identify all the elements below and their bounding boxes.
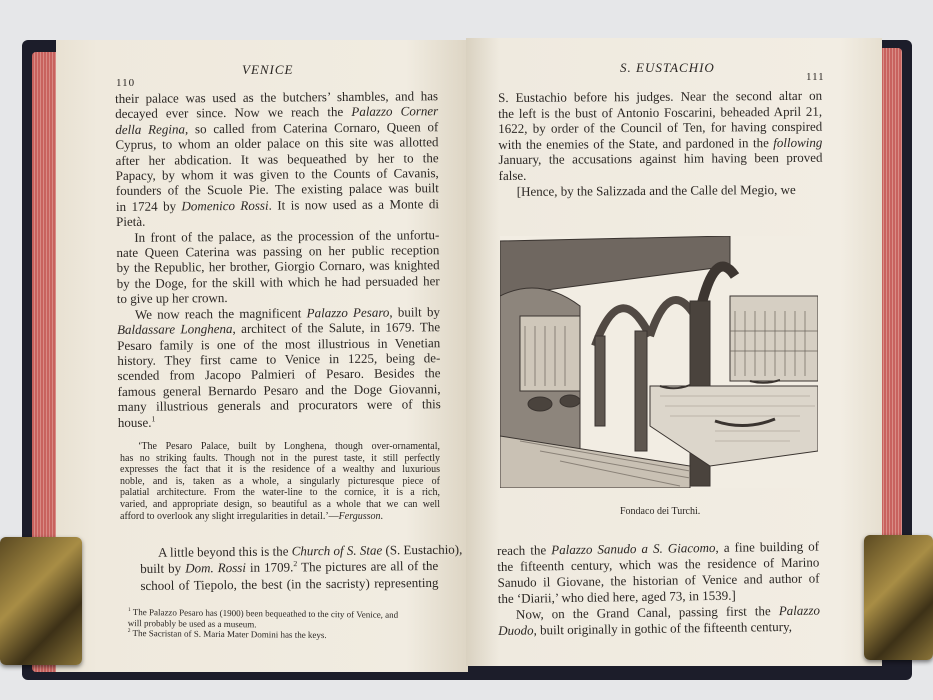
text-segment: We now reach the magnificent: [134, 305, 307, 322]
text-segment: the fifteenth century, which was the residence of Marino: [497, 554, 820, 574]
left-quotation: [120, 441, 440, 522]
text-segment: Baldassare Longhena: [117, 321, 233, 338]
left-footnotes: [128, 607, 438, 642]
text-segment: Palazzo Sanudo a S. Giacomo: [551, 539, 716, 558]
text-line: [498, 150, 822, 168]
text-segment: S. Eustachio before his judges. Near the second altar on: [498, 87, 823, 105]
illustration-caption: Fondaco dei Turchi.: [620, 506, 701, 517]
text-segment: Pesaro family is one of the most illustrious in Venetian: [117, 334, 441, 353]
text-segment: built by: [140, 560, 186, 577]
text-segment: many illustrious generals and procurators were of this: [117, 396, 441, 415]
left-closing-paragraph: [140, 541, 463, 594]
text-segment: by the Republic, her brother, Giorgio Cornaro, was knighted: [116, 257, 440, 276]
right-running-head: S. EUSTACHIO: [620, 60, 715, 75]
left-body-text: [115, 88, 441, 430]
text-segment: following: [773, 134, 823, 150]
text-segment: famous general Bernardo Pesaro and the Doge Giovanni,: [117, 380, 441, 399]
text-segment: January, the accusations against him having been proved: [498, 150, 823, 168]
text-segment: (S. Eustachio),: [382, 541, 463, 558]
text-segment: Papacy, by whom it was given to the Counts of Cavanis,: [115, 165, 439, 184]
text-line: [120, 453, 440, 465]
text-line: [116, 196, 439, 214]
text-segment: expresses the fact that it is the residence of a wealthy and luxurious: [120, 464, 440, 476]
text-segment: The Palazzo Pesaro has (1900) been bequeathed to the city of Venice, and: [130, 607, 399, 620]
text-line: [140, 575, 438, 595]
text-segment: palatial architecture. From the water-line to the cornice, it is a rich,: [120, 487, 440, 499]
left-running-head: VENICE: [242, 62, 294, 77]
text-segment: afford to overlook any slight irregularities in detail.’—: [120, 510, 339, 522]
text-segment: In front of the palace, as the procession of the unfortu-: [134, 226, 440, 245]
text-segment: Sanudo il Giovane, the historian of Venice and author of: [497, 570, 820, 590]
right-body-text-top: [498, 88, 823, 199]
text-segment: their palace was used as the butchers’ shambles, and has: [115, 88, 439, 106]
text-segment: decayed ever since. Now we reach the: [115, 104, 352, 122]
text-segment: scended from Jacopo Palmieri of Pesaro. Besides the: [117, 365, 441, 384]
illustration-fondaco-dei-turchi: [500, 236, 818, 488]
text-segment: by the Doge, for the skill with which he had persuaded her: [116, 273, 440, 291]
text-segment: after her abdication. It was bequeathed by her to the: [115, 149, 439, 168]
text-segment: the left is the bust of Antonio Foscarini, beheaded April 21,: [498, 103, 823, 121]
text-line: [499, 181, 823, 199]
text-line: [120, 511, 440, 523]
text-segment: false.: [498, 167, 527, 183]
text-segment: house.: [117, 414, 152, 430]
text-segment: founders of the Scuole Pie. The existing palace was built: [115, 180, 439, 199]
text-segment: nate Queen Caterina was passing on her public reception: [116, 242, 440, 261]
text-segment: in 1724 by: [115, 198, 182, 214]
text-segment: varied, and appropriate design, so beautiful as a whole that we can well: [120, 498, 440, 510]
text-segment: Now, on the Grand Canal, passing first the: [515, 603, 779, 622]
text-segment: , a fine building of: [715, 538, 820, 555]
text-line: [120, 499, 440, 511]
text-segment: The Sacristan of S. Maria Mater Domini has the keys.: [130, 628, 327, 641]
text-segment: with the enemies of the State, and pardoned in the: [498, 134, 774, 152]
right-page-number: 111: [806, 71, 825, 83]
text-line: [120, 476, 440, 488]
text-segment: Duodo: [498, 622, 534, 638]
text-segment: Fergusson: [338, 510, 381, 522]
text-segment: history. They first came to Venice in 1225, being de-: [117, 350, 441, 368]
text-segment: della Regina: [115, 121, 186, 137]
footnote-marker: 2: [127, 628, 131, 635]
text-segment: to give up her crown.: [116, 290, 228, 307]
text-segment: The pictures are all of the: [297, 558, 439, 575]
text-segment: Palazzo: [778, 602, 821, 619]
right-brass-page-clip: [864, 535, 933, 660]
text-segment: .: [380, 510, 384, 522]
text-segment: Domenico Rossi: [181, 197, 269, 214]
text-segment: . It is now used as a Monte di: [268, 196, 440, 213]
text-line: [120, 441, 440, 453]
right-body-text-bottom: [497, 539, 820, 639]
text-segment: A little beyond this is the: [157, 543, 292, 560]
text-segment: , so called from Caterina Cornaro, Queen of: [184, 118, 439, 137]
text-segment: reach the: [497, 542, 552, 558]
text-segment: will probably be used as a museum.: [127, 617, 257, 629]
text-segment: ‘The Pesaro Palace, built by Longhena, though over-ornamental,: [138, 441, 440, 452]
text-segment: Pietà.: [116, 213, 146, 230]
text-segment: Palazzo Pesaro: [306, 304, 390, 321]
text-segment: Church of S. Stae: [291, 542, 383, 559]
text-segment: , architect of the Salute, in 1679. The: [232, 319, 441, 337]
text-line: [118, 412, 441, 430]
left-brass-page-clip: [0, 537, 82, 665]
footnote-marker: 2: [293, 559, 298, 569]
text-line: [120, 464, 440, 476]
text-segment: Dom. Rossi: [185, 560, 246, 576]
footnote-marker: 1: [151, 413, 156, 423]
text-segment: noble, and is, taken as a whole, a singularly picturesque piece of: [120, 475, 440, 487]
text-segment: , built originally in gothic of the fifteenth century,: [533, 618, 793, 638]
text-segment: has no striking faults. Though not in the purest taste, it still perfectly: [120, 452, 440, 464]
text-segment: Palazzo Corner: [351, 103, 439, 120]
footnote-marker: 1: [127, 607, 131, 614]
text-segment: school of Tiepolo, the best (in the sacristy) representing: [140, 574, 439, 593]
text-segment: the ‘Diarii,’ who died here, aged 73, in 1539.]: [497, 587, 736, 606]
text-segment: , built by: [389, 303, 441, 320]
text-segment: [Hence, by the Salizzada and the Calle del Megio, we: [516, 181, 796, 199]
text-line: [117, 273, 440, 291]
text-segment: in 1709.: [245, 559, 294, 576]
left-page-number: 110: [116, 77, 136, 89]
text-segment: Cyprus, to whom an older palace on this site was allotted: [115, 134, 439, 153]
text-line: [118, 396, 441, 414]
text-line: [120, 487, 440, 499]
text-segment: 1622, by order of the Council of Ten, for having conspired: [498, 118, 823, 137]
